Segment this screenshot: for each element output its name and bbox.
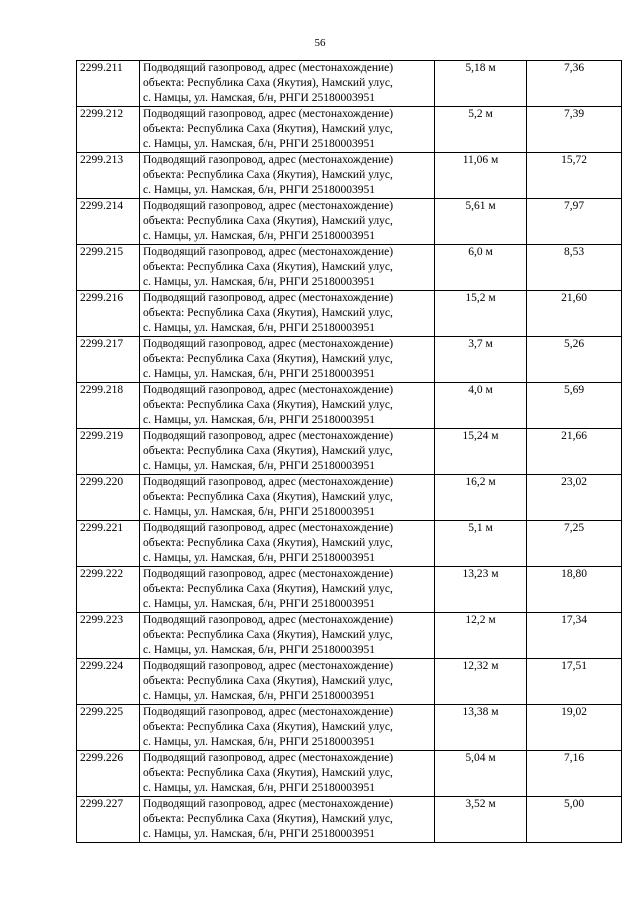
row-number-cell: [77, 337, 140, 383]
table-row: [77, 659, 622, 705]
row-area-text: 18,80: [561, 568, 587, 580]
row-length-text: 12,32 м: [462, 660, 499, 672]
row-length-cell: [435, 751, 527, 797]
row-length-text: 13,38 м: [462, 706, 499, 718]
row-description-text: Подводящий газопровод, адрес (местонахождение) объекта: Республика Саха (Якутия), Намский улус, с. Намцы, ул. Намская, б/н, РНГИ 25180003951: [143, 200, 394, 242]
row-area-text: 7,39: [563, 108, 585, 120]
row-area-cell: [527, 153, 622, 199]
row-area-cell: [527, 751, 622, 797]
row-description-cell: [140, 383, 435, 429]
row-length-cell: [435, 61, 527, 107]
row-description-text: Подводящий газопровод, адрес (местонахождение) объекта: Республика Саха (Якутия), Намский улус, с. Намцы, ул. Намская, б/н, РНГИ 25180003951: [143, 108, 394, 150]
row-length-text: 11,06 м: [462, 154, 499, 166]
table-row: [77, 153, 622, 199]
table-row: [77, 199, 622, 245]
row-description-text: Подводящий газопровод, адрес (местонахождение) объекта: Республика Саха (Якутия), Намский улус, с. Намцы, ул. Намская, б/н, РНГИ 25180003951: [143, 338, 394, 380]
row-number-cell: [77, 61, 140, 107]
row-number-text: 2299.225: [80, 706, 124, 718]
row-length-cell: [435, 521, 527, 567]
row-description-cell: [140, 705, 435, 751]
row-area-text: 15,72: [561, 154, 587, 166]
table-row: [77, 567, 622, 613]
table-row: [77, 383, 622, 429]
table-row: [77, 705, 622, 751]
row-description-cell: [140, 475, 435, 521]
row-description-text: Подводящий газопровод, адрес (местонахождение) объекта: Республика Саха (Якутия), Намский улус, с. Намцы, ул. Намская, б/н, РНГИ 25180003951: [143, 660, 394, 702]
row-length-cell: [435, 475, 527, 521]
row-length-text: 4,0 м: [468, 384, 493, 396]
row-length-text: 15,2 м: [465, 292, 496, 304]
table-row: [77, 337, 622, 383]
row-description-text: Подводящий газопровод, адрес (местонахождение) объекта: Республика Саха (Якутия), Намский улус, с. Намцы, ул. Намская, б/н, РНГИ 25180003951: [143, 798, 394, 840]
row-area-cell: [527, 797, 622, 843]
row-description-cell: [140, 107, 435, 153]
row-number-cell: [77, 751, 140, 797]
row-number-cell: [77, 521, 140, 567]
row-number-text: 2299.223: [80, 614, 124, 626]
table-row: [77, 751, 622, 797]
row-description-cell: [140, 659, 435, 705]
row-area-cell: [527, 107, 622, 153]
row-number-text: 2299.215: [80, 246, 124, 258]
row-area-cell: [527, 475, 622, 521]
row-description-cell: [140, 521, 435, 567]
row-area-text: 5,00: [563, 798, 585, 810]
row-number-cell: [77, 107, 140, 153]
row-length-text: 3,7 м: [468, 338, 493, 350]
row-description-text: Подводящий газопровод, адрес (местонахождение) объекта: Республика Саха (Якутия), Намский улус, с. Намцы, ул. Намская, б/н, РНГИ 25180003951: [143, 154, 394, 196]
row-area-cell: [527, 291, 622, 337]
row-length-text: 15,24 м: [462, 430, 499, 442]
row-number-text: 2299.213: [80, 154, 124, 166]
row-area-cell: [527, 383, 622, 429]
row-area-text: 7,25: [563, 522, 585, 534]
row-area-text: 17,51: [561, 660, 587, 672]
row-description-cell: [140, 199, 435, 245]
row-length-cell: [435, 107, 527, 153]
row-description-cell: [140, 245, 435, 291]
row-area-text: 7,97: [563, 200, 585, 212]
row-description-cell: [140, 61, 435, 107]
row-length-text: 5,2 м: [468, 108, 493, 120]
row-area-cell: [527, 659, 622, 705]
row-description-text: Подводящий газопровод, адрес (местонахождение) объекта: Республика Саха (Якутия), Намский улус, с. Намцы, ул. Намская, б/н, РНГИ 25180003951: [143, 522, 394, 564]
row-number-cell: [77, 429, 140, 475]
row-number-cell: [77, 291, 140, 337]
row-number-text: 2299.219: [80, 430, 124, 442]
row-area-cell: [527, 337, 622, 383]
row-area-text: 8,53: [563, 246, 585, 258]
page-number: 56: [314, 37, 326, 49]
row-area-cell: [527, 521, 622, 567]
row-description-cell: [140, 429, 435, 475]
registry-table: [76, 60, 622, 843]
row-number-cell: [77, 797, 140, 843]
row-number-text: 2299.211: [80, 62, 123, 74]
row-description-text: Подводящий газопровод, адрес (местонахождение) объекта: Республика Саха (Якутия), Намский улус, с. Намцы, ул. Намская, б/н, РНГИ 25180003951: [143, 62, 394, 104]
row-area-cell: [527, 429, 622, 475]
row-length-cell: [435, 291, 527, 337]
row-length-text: 6,0 м: [468, 246, 493, 258]
row-number-text: 2299.226: [80, 752, 124, 764]
row-area-cell: [527, 61, 622, 107]
row-number-text: 2299.220: [80, 476, 124, 488]
row-length-cell: [435, 199, 527, 245]
row-description-cell: [140, 153, 435, 199]
row-length-cell: [435, 153, 527, 199]
row-description-text: Подводящий газопровод, адрес (местонахождение) объекта: Республика Саха (Якутия), Намский улус, с. Намцы, ул. Намская, б/н, РНГИ 25180003951: [143, 706, 394, 748]
row-length-cell: [435, 659, 527, 705]
row-area-cell: [527, 613, 622, 659]
table-row: [77, 291, 622, 337]
row-description-text: Подводящий газопровод, адрес (местонахождение) объекта: Республика Саха (Якутия), Намский улус, с. Намцы, ул. Намская, б/н, РНГИ 25180003951: [143, 292, 394, 334]
table-row: [77, 475, 622, 521]
row-number-text: 2299.214: [80, 200, 124, 212]
row-number-cell: [77, 383, 140, 429]
row-length-cell: [435, 245, 527, 291]
row-length-cell: [435, 429, 527, 475]
row-area-cell: [527, 705, 622, 751]
row-description-text: Подводящий газопровод, адрес (местонахождение) объекта: Республика Саха (Якутия), Намский улус, с. Намцы, ул. Намская, б/н, РНГИ 25180003951: [143, 614, 394, 656]
row-length-text: 5,61 м: [465, 200, 496, 212]
table-row: [77, 107, 622, 153]
row-area-text: 19,02: [561, 706, 587, 718]
row-number-text: 2299.222: [80, 568, 124, 580]
row-area-text: 7,16: [563, 752, 585, 764]
row-number-text: 2299.221: [80, 522, 124, 534]
row-number-cell: [77, 705, 140, 751]
row-length-text: 5,18 м: [465, 62, 496, 74]
row-length-cell: [435, 705, 527, 751]
row-number-text: 2299.224: [80, 660, 124, 672]
row-number-cell: [77, 659, 140, 705]
table-row: [77, 521, 622, 567]
row-area-text: 5,26: [563, 338, 585, 350]
row-area-cell: [527, 245, 622, 291]
row-description-cell: [140, 337, 435, 383]
row-length-text: 12,2 м: [465, 614, 496, 626]
row-description-cell: [140, 567, 435, 613]
row-description-text: Подводящий газопровод, адрес (местонахождение) объекта: Республика Саха (Якутия), Намский улус, с. Намцы, ул. Намская, б/н, РНГИ 25180003951: [143, 752, 394, 794]
table-row: [77, 429, 622, 475]
row-number-text: 2299.218: [80, 384, 124, 396]
row-area-text: 21,60: [561, 292, 587, 304]
table-row: [77, 613, 622, 659]
row-description-cell: [140, 291, 435, 337]
table-row: [77, 61, 622, 107]
row-number-cell: [77, 199, 140, 245]
row-area-cell: [527, 567, 622, 613]
row-length-cell: [435, 613, 527, 659]
row-description-text: Подводящий газопровод, адрес (местонахождение) объекта: Республика Саха (Якутия), Намский улус, с. Намцы, ул. Намская, б/н, РНГИ 25180003951: [143, 568, 394, 610]
row-length-text: 5,04 м: [465, 752, 496, 764]
registry-table-body: [77, 61, 622, 843]
row-length-cell: [435, 383, 527, 429]
row-description-cell: [140, 797, 435, 843]
row-area-text: 5,69: [563, 384, 585, 396]
row-number-text: 2299.216: [80, 292, 124, 304]
row-number-cell: [77, 613, 140, 659]
row-number-cell: [77, 567, 140, 613]
row-length-cell: [435, 797, 527, 843]
row-area-text: 17,34: [561, 614, 587, 626]
row-description-text: Подводящий газопровод, адрес (местонахождение) объекта: Республика Саха (Якутия), Намский улус, с. Намцы, ул. Намская, б/н, РНГИ 25180003951: [143, 246, 394, 288]
row-description-text: Подводящий газопровод, адрес (местонахождение) объекта: Республика Саха (Якутия), Намский улус, с. Намцы, ул. Намская, б/н, РНГИ 25180003951: [143, 384, 394, 426]
table-row: [77, 797, 622, 843]
table-row: [77, 245, 622, 291]
row-length-text: 16,2 м: [465, 476, 496, 488]
row-number-text: 2299.212: [80, 108, 124, 120]
row-description-cell: [140, 751, 435, 797]
row-number-cell: [77, 245, 140, 291]
row-number-text: 2299.227: [80, 798, 124, 810]
row-description-text: Подводящий газопровод, адрес (местонахождение) объекта: Республика Саха (Якутия), Намский улус, с. Намцы, ул. Намская, б/н, РНГИ 25180003951: [143, 430, 394, 472]
row-number-cell: [77, 153, 140, 199]
row-length-cell: [435, 567, 527, 613]
row-area-text: 7,36: [563, 62, 585, 74]
row-description-cell: [140, 613, 435, 659]
row-area-text: 21,66: [561, 430, 587, 442]
row-length-text: 5,1 м: [468, 522, 493, 534]
row-length-cell: [435, 337, 527, 383]
row-area-cell: [527, 199, 622, 245]
row-area-text: 23,02: [561, 476, 587, 488]
row-length-text: 13,23 м: [462, 568, 499, 580]
row-length-text: 3,52 м: [465, 798, 496, 810]
row-number-text: 2299.217: [80, 338, 124, 350]
row-description-text: Подводящий газопровод, адрес (местонахождение) объекта: Республика Саха (Якутия), Намский улус, с. Намцы, ул. Намская, б/н, РНГИ 25180003951: [143, 476, 394, 518]
row-number-cell: [77, 475, 140, 521]
